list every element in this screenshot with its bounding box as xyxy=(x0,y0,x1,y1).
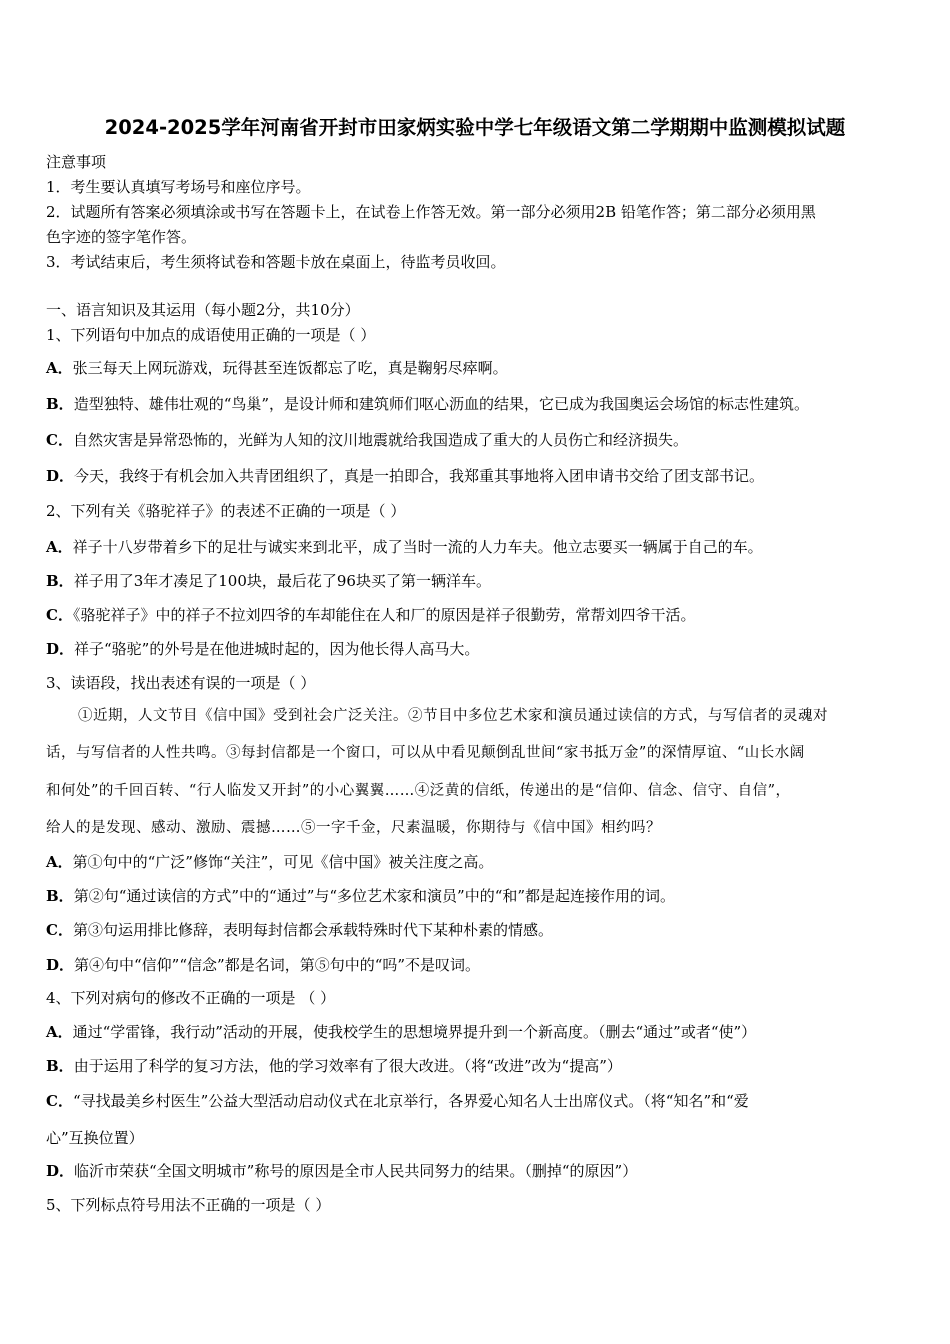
option-text: 第②句“通过读信的方式”中的“通过”与“多位艺术家和演员”中的“和”都是起连接作用的词。 xyxy=(73,887,676,905)
option-text: 造型独特、雄伟壮观的“鸟巢”，是设计师和建筑师们呕心沥血的结果，它已成为我国奥运会场馆的标志性建筑。 xyxy=(73,395,810,413)
option-text: 《骆驼祥子》中的祥子不拉刘四爷的车却能住在人和厂的原因是祥子很勤劳，常帮刘四爷干活。 xyxy=(72,606,696,624)
option-text: 第③句运用排比修辞，表明每封信都会承载特殊时代下某种朴素的情感。 xyxy=(72,921,553,939)
option xyxy=(46,605,695,625)
notice-item: 色字迹的签字笔作答。 xyxy=(46,228,197,246)
option-text: 第①句中的“广泛”修饰“关注”，可见《信中国》被关注度之高。 xyxy=(72,853,494,871)
option-text: 临沂市荣获“全国文明城市”称号的原因是全市人民共同努力的结果。（删掉“的原因”） xyxy=(74,1162,638,1180)
option xyxy=(46,1091,749,1111)
option xyxy=(46,1022,756,1042)
option-text: 由于运用了科学的复习方法，他的学习效率有了很大改进。（将“改进”改为“提高”） xyxy=(73,1057,622,1075)
option xyxy=(46,1161,637,1181)
option-label: A． xyxy=(46,853,73,871)
notice-heading: 注意事项 xyxy=(46,153,107,171)
question-stem: 2、下列有关《骆驼祥子》的表述不正确的一项是（ ） xyxy=(46,502,406,520)
option xyxy=(46,920,553,940)
option-text: 祥子十八岁带着乡下的足壮与诚实来到北平，成了当时一流的人力车夫。他立志要买一辆属于自己的车。 xyxy=(72,538,763,556)
option xyxy=(46,886,675,906)
notice-item: 2．试题所有答案必须填涂或书写在答题卡上，在试卷上作答无效。第一部分必须用2B 铅笔作答；第二部分必须用黑 xyxy=(46,203,816,221)
option xyxy=(46,394,809,414)
option-label: C． xyxy=(46,431,73,449)
passage-line: 和何处”的千回百转、“行人临发又开封”的小心翼翼……④泛黄的信纸，传递出的是“信仰、信念、信守、自信”， xyxy=(46,783,791,799)
passage-line: 给人的是发现、感动、激励、震撼……⑤一字千金，尺素温暖，你期待与《信中国》相约吗？ xyxy=(46,820,661,836)
option xyxy=(46,466,764,486)
option-label: B． xyxy=(46,887,74,905)
option-label: B． xyxy=(46,395,74,413)
option xyxy=(46,1056,622,1076)
option-label: A． xyxy=(46,1023,73,1041)
question-stem: 3、读语段，找出表述有误的一项是（ ） xyxy=(46,674,316,692)
passage-line: ①近期，人文节目《信中国》受到社会广泛关注。②节目中多位艺术家和演员通过读信的方式，与写信者的灵魂对 xyxy=(78,708,828,724)
option-text: 第④句中“信仰”“信念”都是名词，第⑤句中的“吗”不是叹词。 xyxy=(74,956,481,974)
notice-item: 1．考生要认真填写考场号和座位序号。 xyxy=(46,178,311,196)
option-label: D． xyxy=(46,956,75,974)
option xyxy=(46,571,491,591)
option-text: 张三每天上网玩游戏，玩得甚至连饭都忘了吃，真是鞠躬尽瘁啊。 xyxy=(72,359,508,377)
option-text: 祥子“骆驼”的外号是在他进城时起的，因为他长得人高马大。 xyxy=(74,640,480,658)
option-label: C． xyxy=(46,606,73,624)
option-label: B． xyxy=(46,1057,74,1075)
option-text: 心”互换位置） xyxy=(46,1129,144,1147)
option-text: 通过“学雷锋，我行动”活动的开展，使我校学生的思想境界提升到一个新高度。（删去“通过”或者“使”） xyxy=(72,1023,757,1041)
question-stem: 4、下列对病句的修改不正确的一项是 （ ） xyxy=(46,989,336,1007)
option xyxy=(46,852,493,872)
option-label: B． xyxy=(46,572,74,590)
option-continuation xyxy=(46,1128,144,1148)
question-stem: 1、下列语句中加点的成语使用正确的一项是（ ） xyxy=(46,326,376,344)
option-text: 自然灾害是异常恐怖的，光鲜为人知的汶川地震就给我国造成了重大的人员伤亡和经济损失。 xyxy=(72,431,688,449)
option-text: 今天，我终于有机会加入共青团组织了，真是一拍即合，我郑重其事地将入团申请书交给了团支部书记。 xyxy=(74,467,765,485)
option-label: A． xyxy=(46,538,73,556)
option-text: “寻找最美乡村医生”公益大型活动启动仪式在北京举行，各界爱心知名人士出席仪式。（将“知名”和“爱 xyxy=(72,1092,749,1110)
option-label: C． xyxy=(46,1092,73,1110)
option-label: D． xyxy=(46,1162,75,1180)
notice-item: 3．考试结束后，考生须将试卷和答题卡放在桌面上，待监考员收回。 xyxy=(46,253,506,271)
option-label: D． xyxy=(46,467,75,485)
option xyxy=(46,430,688,450)
passage-line: 话，与写信者的人性共鸣。③每封信都是一个窗口，可以从中看见颠倒乱世间“家书抵万金”的深情厚谊、“山长水阔 xyxy=(46,745,805,761)
option-label: A． xyxy=(46,359,73,377)
option-label: D． xyxy=(46,640,75,658)
option xyxy=(46,358,508,378)
question-stem: 5、下列标点符号用法不正确的一项是（ ） xyxy=(46,1196,331,1214)
option xyxy=(46,639,479,659)
page-title: 2024-2025学年河南省开封市田家炳实验中学七年级语文第二学期期中监测模拟试题 xyxy=(104,116,846,139)
option-text: 祥子用了3年才凑足了100块，最后花了96块买了第一辆洋车。 xyxy=(73,572,491,590)
option xyxy=(46,537,763,557)
option xyxy=(46,955,480,975)
option-label: C． xyxy=(46,921,73,939)
section-heading: 一、语言知识及其运用（每小题2分，共10分） xyxy=(46,301,360,319)
